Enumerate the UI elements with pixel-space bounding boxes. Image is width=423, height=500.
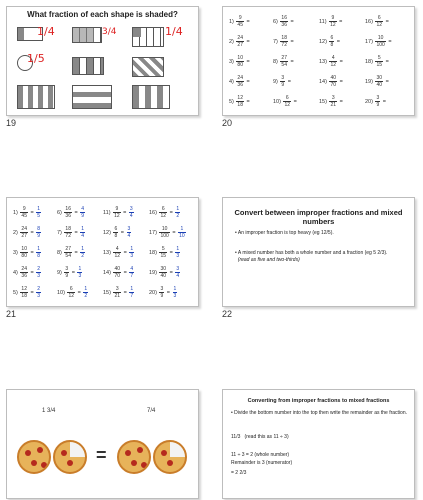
fraction: $\frac{3}{9}$ xyxy=(376,95,380,108)
fraction: $\frac{3}{21}$ xyxy=(330,95,337,108)
shaded-shape xyxy=(17,85,55,109)
slide-number: 19 xyxy=(6,118,17,128)
fraction: $\frac{3}{9}$ xyxy=(65,266,69,279)
fraction-exercise: 4) $\frac{24}{36}$ = xyxy=(229,75,250,88)
mixed-number-label: 1 3/4 xyxy=(42,408,56,414)
shaded-shape xyxy=(72,85,112,109)
answer-fraction xyxy=(126,226,133,239)
example-line: Remainder is 3 (numerator) xyxy=(231,460,293,466)
fraction-exercise: 7) $\frac{18}{72}$ = xyxy=(273,35,294,48)
slide-title: Converting from improper fractions to mixed fractions xyxy=(247,398,390,404)
fraction-exercise: 17) $\frac{10}{100}$ = $\frac{1}{10}$ xyxy=(149,226,185,239)
answer-fraction xyxy=(79,226,86,239)
fraction: $\frac{1}{3}$ xyxy=(173,286,177,299)
fraction: $\frac{1}{4}$ xyxy=(81,226,85,239)
pizza-icon xyxy=(153,440,187,474)
answer-fraction xyxy=(174,206,181,219)
fraction: $\frac{3}{4}$ xyxy=(127,226,131,239)
fraction-exercise: 3) $\frac{10}{80}$ = $\frac{1}{8}$ xyxy=(13,246,41,259)
fraction: $\frac{16}{36}$ xyxy=(281,15,287,28)
fraction: $\frac{1}{5}$ xyxy=(37,206,41,219)
fraction-exercise: 20) $\frac{3}{9}$ = xyxy=(365,95,387,108)
shaded-shape xyxy=(72,57,104,75)
fraction-exercise: 9) $\frac{3}{9}$ = xyxy=(273,75,291,88)
fraction-exercise: 15) $\frac{3}{21}$ = $\frac{1}{7}$ xyxy=(103,286,134,299)
fraction: $\frac{4}{12}$ xyxy=(114,246,121,259)
answer-fraction xyxy=(79,206,86,219)
fraction-exercise: 12) $\frac{6}{8}$ = xyxy=(319,35,341,48)
fraction: $\frac{9}{12}$ xyxy=(330,15,336,28)
handwritten-answer: 1/5 xyxy=(27,52,45,65)
fraction: $\frac{18}{72}$ xyxy=(65,226,71,239)
fraction: $\frac{16}{36}$ xyxy=(65,206,71,219)
fraction-exercise: 6) $\frac{16}{36}$ = xyxy=(273,15,294,28)
handwritten-answer: 1/4 xyxy=(37,25,55,38)
bullet-point: • Divide the bottom number into the top then write the remainder as the fraction. xyxy=(231,410,408,416)
fraction: $\frac{3}{9}$ xyxy=(281,75,285,88)
pizza-icon xyxy=(117,440,151,474)
fraction: $\frac{4}{9}$ xyxy=(81,206,85,219)
slide-21[interactable] xyxy=(6,197,199,307)
fraction: $\frac{2}{3}$ xyxy=(37,266,41,279)
shaded-shape xyxy=(72,27,102,43)
answer-fraction xyxy=(174,246,181,259)
slide-number: 21 xyxy=(6,309,17,319)
slide-converting[interactable] xyxy=(222,389,415,499)
fraction: $\frac{1}{2}$ xyxy=(81,246,85,259)
fraction: $\frac{1}{10}$ xyxy=(179,226,185,239)
fraction: $\frac{10}{80}$ xyxy=(237,55,243,68)
fraction-exercise: 11) $\frac{9}{12}$ = $\frac{3}{4}$ xyxy=(103,206,133,219)
fraction-exercise: 3) $\frac{10}{80}$ = xyxy=(229,55,250,68)
fraction-exercise: 4) $\frac{24}{36}$ = $\frac{2}{3}$ xyxy=(13,266,41,279)
fraction: $\frac{24}{36}$ xyxy=(21,266,27,279)
bullet-point: • An improper fraction is top heavy (eg 12/5). xyxy=(235,230,334,236)
fraction: $\frac{4}{12}$ xyxy=(330,55,337,68)
fraction-exercise: 18) $\frac{5}{15}$ = $\frac{1}{3}$ xyxy=(149,246,180,259)
fraction-exercise: 16) $\frac{6}{12}$ = xyxy=(365,15,389,28)
slide-22[interactable] xyxy=(222,197,415,307)
fraction-exercise: 19) $\frac{30}{40}$ = xyxy=(365,75,389,88)
fraction: $\frac{10}{100}$ xyxy=(160,226,169,239)
answer-fraction xyxy=(76,266,83,279)
fraction: $\frac{3}{4}$ xyxy=(129,206,133,219)
fraction-exercise: 19) $\frac{30}{40}$ = $\frac{3}{4}$ xyxy=(149,266,180,279)
improper-fraction-label: 7/4 xyxy=(147,408,156,414)
fraction-exercise: 14) $\frac{40}{70}$ = xyxy=(319,75,343,88)
fraction: $\frac{5}{15}$ xyxy=(376,55,383,68)
answer-fraction xyxy=(79,246,86,259)
answer-fraction xyxy=(35,206,42,219)
answer-fraction xyxy=(172,286,179,299)
shaded-shape xyxy=(132,57,164,77)
fraction: $\frac{30}{40}$ xyxy=(376,75,383,88)
fraction-exercise: 12) $\frac{6}{8}$ = $\frac{3}{4}$ xyxy=(103,226,131,239)
slide-number: 20 xyxy=(222,118,233,128)
fraction: $\frac{24}{27}$ xyxy=(21,226,27,239)
fraction: $\frac{9}{12}$ xyxy=(114,206,120,219)
fraction: $\frac{9}{45}$ xyxy=(21,206,27,219)
fraction: $\frac{1}{7}$ xyxy=(130,286,134,299)
handwritten-answer: 3/4 xyxy=(102,27,117,37)
shaded-shape xyxy=(132,85,170,109)
answer-fraction xyxy=(128,286,135,299)
bullet-point: • A mixed number has both a whole number and a fraction (eg 5 2/3). (read as five and two-thirds) xyxy=(235,250,388,263)
fraction: $\frac{6}{12}$ xyxy=(284,95,291,108)
slide-title: Convert between improper fractions and mixed numbers xyxy=(234,208,403,226)
fraction-exercise: 9) $\frac{3}{9}$ = $\frac{1}{3}$ xyxy=(57,266,82,279)
fraction: $\frac{1}{3}$ xyxy=(176,246,180,259)
fraction-exercise: 15) $\frac{3}{21}$ = xyxy=(319,95,343,108)
fraction-exercise: 8) $\frac{27}{54}$ = xyxy=(273,55,294,68)
slide-number: 22 xyxy=(222,309,233,319)
fraction-exercise: 8) $\frac{27}{54}$ = $\frac{1}{2}$ xyxy=(57,246,85,259)
fraction: $\frac{8}{9}$ xyxy=(37,226,41,239)
slide-19[interactable] xyxy=(6,6,199,116)
fraction-exercise: 13) $\frac{4}{12}$ = xyxy=(319,55,343,68)
fraction: $\frac{24}{36}$ xyxy=(237,75,243,88)
fraction: $\frac{1}{2}$ xyxy=(84,286,88,299)
fraction: $\frac{1}{3}$ xyxy=(78,266,82,279)
fraction-exercise: 13) $\frac{4}{12}$ = $\frac{1}{3}$ xyxy=(103,246,134,259)
fraction: $\frac{1}{3}$ xyxy=(130,246,134,259)
fraction: $\frac{5}{15}$ xyxy=(160,246,167,259)
fraction: $\frac{12}{18}$ xyxy=(21,286,27,299)
fraction-exercise: 5) $\frac{12}{18}$ = $\frac{2}{3}$ xyxy=(13,286,41,299)
fraction: $\frac{24}{27}$ xyxy=(237,35,243,48)
answer-fraction xyxy=(35,246,42,259)
fraction: $\frac{10}{80}$ xyxy=(21,246,27,259)
equals-sign: = xyxy=(96,445,107,465)
fraction-exercise: 11) $\frac{9}{12}$ = xyxy=(319,15,343,28)
answer-fraction xyxy=(128,206,135,219)
answer-fraction xyxy=(35,226,42,239)
fraction-exercise: 16) $\frac{6}{12}$ = $\frac{1}{2}$ xyxy=(149,206,180,219)
fraction: $\frac{3}{9}$ xyxy=(160,286,164,299)
example-line: = 2 2/3 xyxy=(231,470,247,476)
fraction-exercise: 10) $\frac{6}{12}$ = $\frac{1}{2}$ xyxy=(57,286,88,299)
fraction: $\frac{3}{4}$ xyxy=(176,266,180,279)
fraction: $\frac{6}{8}$ xyxy=(330,35,334,48)
handwritten-answer: 1/4 xyxy=(165,25,183,38)
fraction-exercise: 18) $\frac{5}{15}$ = xyxy=(365,55,389,68)
slide-title: What fraction of each shape is shaded? xyxy=(27,10,178,19)
fraction-exercise: 1) $\frac{9}{45}$ = $\frac{1}{5}$ xyxy=(13,206,41,219)
fraction: $\frac{1}{2}$ xyxy=(176,206,180,219)
fraction-exercise: 14) $\frac{40}{70}$ = $\frac{4}{7}$ xyxy=(103,266,134,279)
answer-fraction xyxy=(174,266,181,279)
fraction-exercise: 2) $\frac{24}{27}$ = $\frac{8}{9}$ xyxy=(13,226,41,239)
pizza-icon xyxy=(53,440,87,474)
fraction: $\frac{6}{12}$ xyxy=(376,15,383,28)
answer-fraction xyxy=(128,246,135,259)
example-line: 11 ÷ 3 = 2 (whole number) xyxy=(231,452,290,458)
slide-pizza-diagram[interactable] xyxy=(6,389,199,499)
fraction-exercise: 5) $\frac{12}{18}$ = xyxy=(229,95,250,108)
fraction: $\frac{9}{45}$ xyxy=(237,15,243,28)
fraction: $\frac{6}{12}$ xyxy=(160,206,167,219)
fraction-exercise: 2) $\frac{24}{27}$ = xyxy=(229,35,250,48)
fraction: $\frac{27}{54}$ xyxy=(281,55,287,68)
answer-fraction xyxy=(177,226,187,239)
shaded-shape xyxy=(132,27,164,47)
answer-fraction xyxy=(128,266,135,279)
example-line: 11/3 (read this as 11 ÷ 3) xyxy=(231,434,289,440)
fraction-exercise: 7) $\frac{18}{72}$ = $\frac{1}{4}$ xyxy=(57,226,85,239)
slide-20[interactable] xyxy=(222,6,415,116)
answer-fraction xyxy=(35,286,42,299)
fraction: $\frac{40}{70}$ xyxy=(330,75,337,88)
fraction: $\frac{40}{70}$ xyxy=(114,266,121,279)
fraction: $\frac{3}{21}$ xyxy=(114,286,121,299)
answer-fraction xyxy=(35,266,42,279)
fraction-exercise: 17) $\frac{10}{100}$ = xyxy=(365,35,392,48)
fraction: $\frac{27}{54}$ xyxy=(65,246,71,259)
fraction: $\frac{30}{40}$ xyxy=(160,266,167,279)
fraction-exercise: 6) $\frac{16}{36}$ = $\frac{4}{9}$ xyxy=(57,206,85,219)
fraction-exercise: 10) $\frac{6}{12}$ = xyxy=(273,95,297,108)
fraction-exercise: 20) $\frac{3}{9}$ = $\frac{1}{3}$ xyxy=(149,286,177,299)
fraction: $\frac{10}{100}$ xyxy=(376,35,385,48)
fraction: $\frac{4}{7}$ xyxy=(130,266,134,279)
fraction: $\frac{6}{12}$ xyxy=(68,286,75,299)
fraction: $\frac{2}{3}$ xyxy=(37,286,41,299)
fraction: $\frac{18}{72}$ xyxy=(281,35,287,48)
fraction-exercise: 1) $\frac{9}{45}$ = xyxy=(229,15,250,28)
fraction: $\frac{6}{8}$ xyxy=(114,226,118,239)
fraction: $\frac{12}{18}$ xyxy=(237,95,243,108)
answer-fraction xyxy=(82,286,89,299)
fraction: $\frac{1}{8}$ xyxy=(37,246,41,259)
pizza-icon xyxy=(17,440,51,474)
